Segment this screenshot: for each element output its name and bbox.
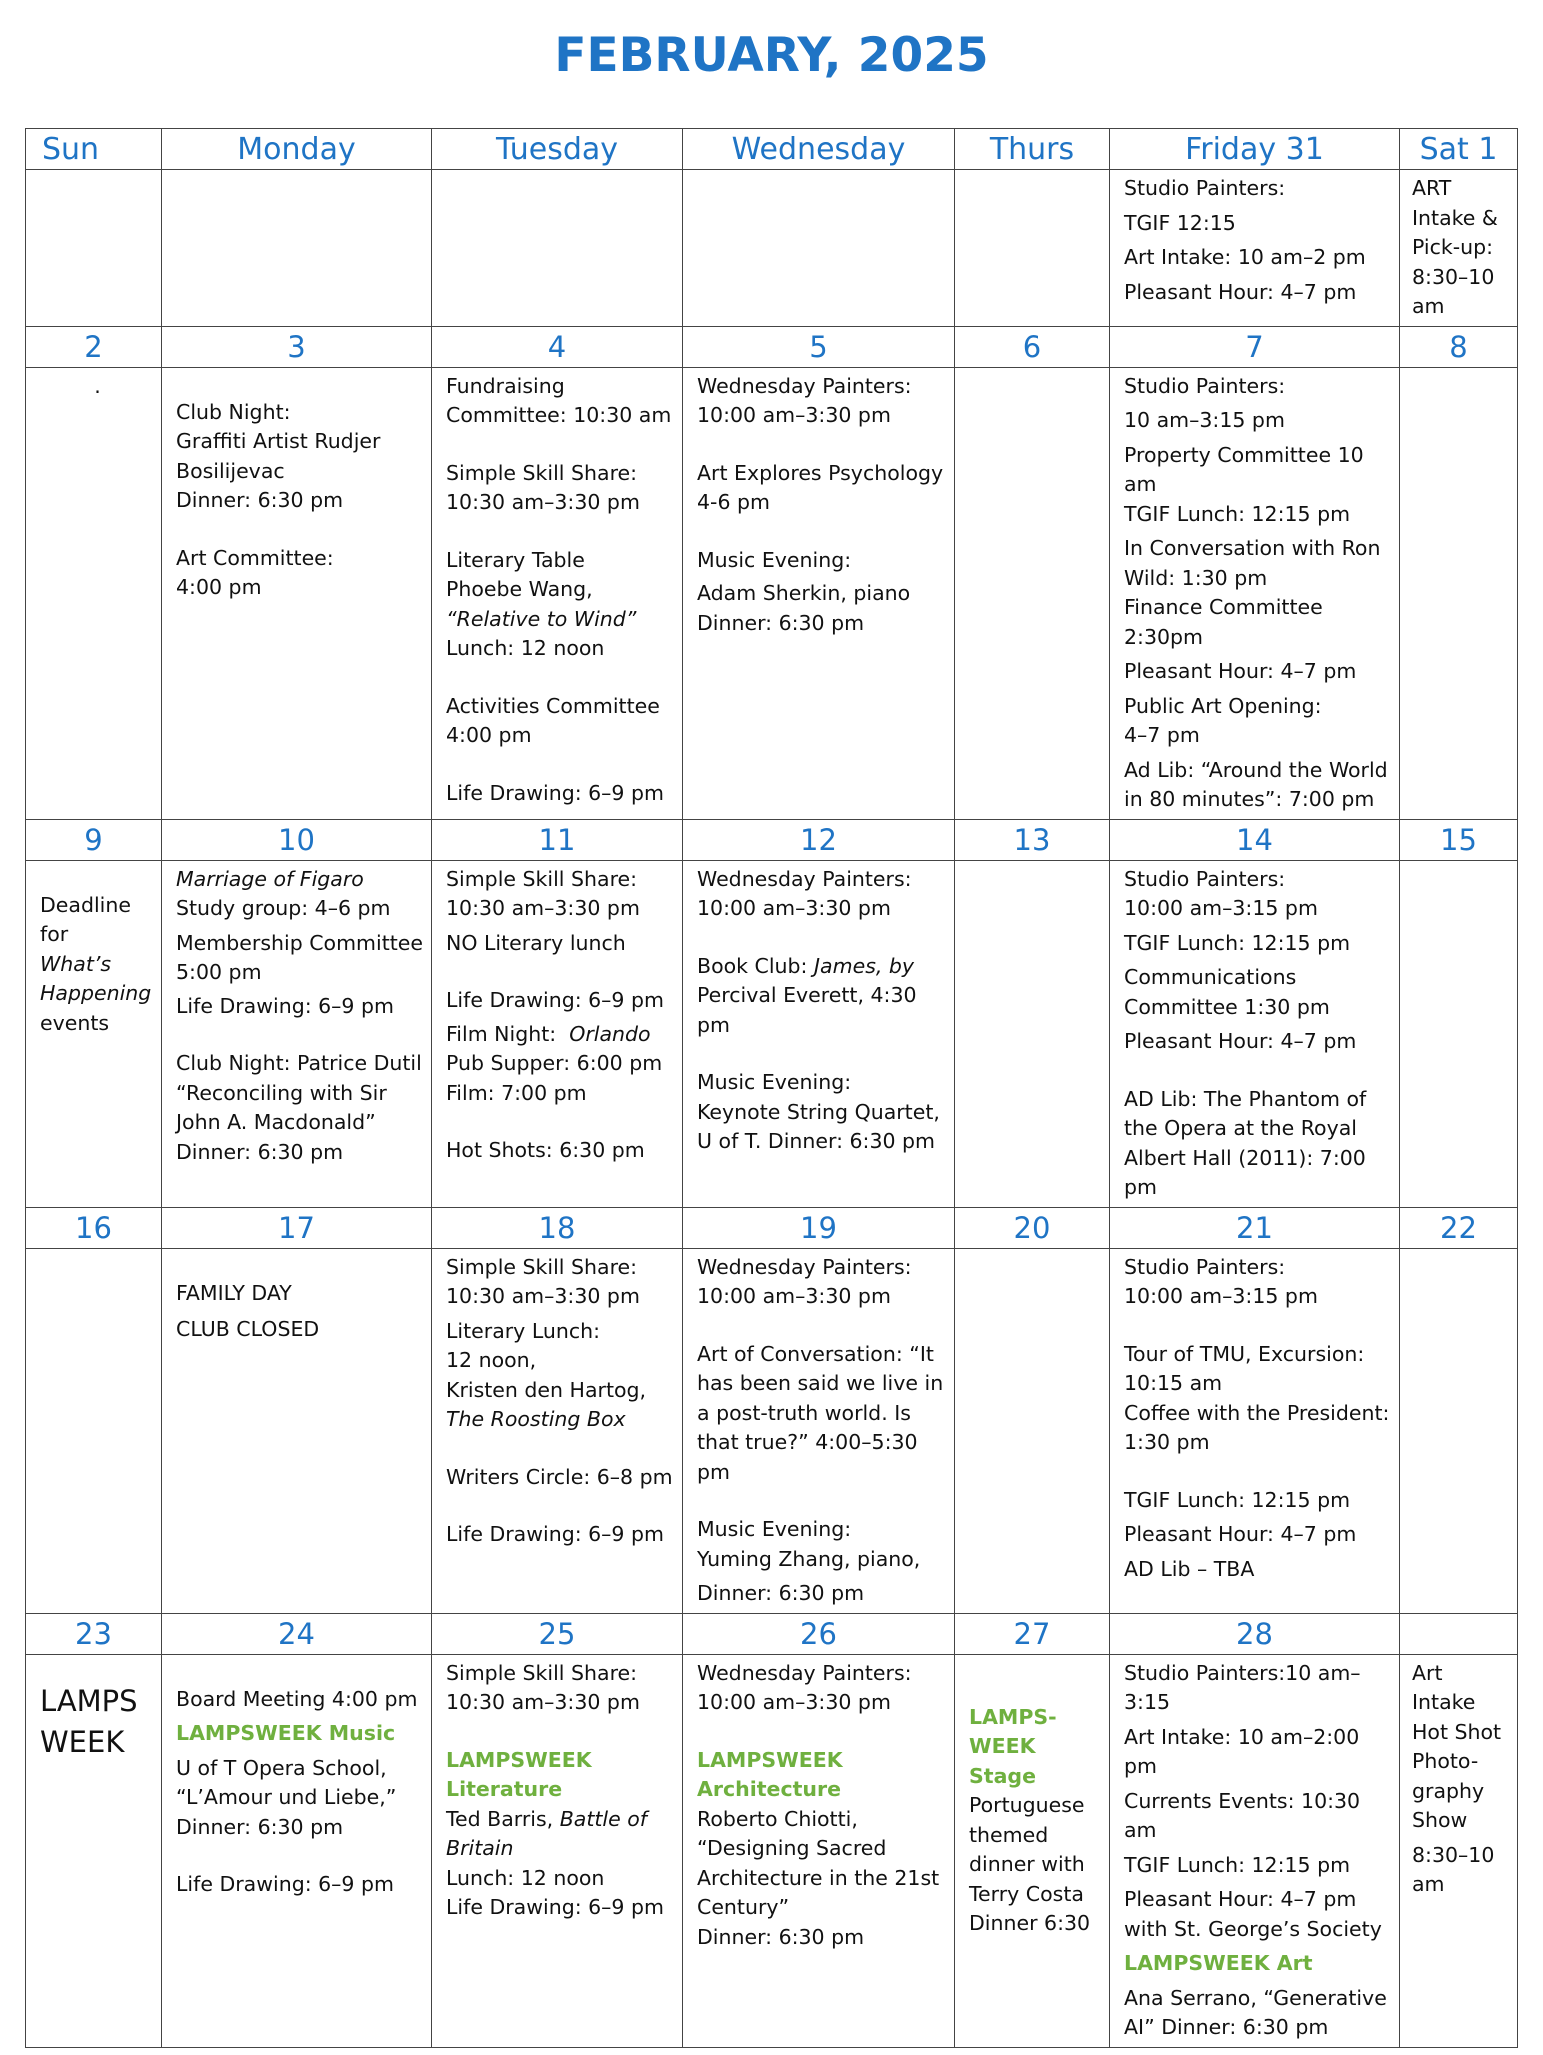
event: Wednesday Painters: 10:00 am–3:30 pm (697, 1254, 912, 1308)
event: Dinner: 6:30 pm (697, 1581, 865, 1605)
day-cell-26 (683, 1654, 955, 2047)
day-cell-25 (432, 1654, 683, 2047)
day-cell (26, 170, 162, 327)
date-number: 12 (683, 819, 955, 860)
event (446, 1805, 676, 1864)
event: Lunch: 12 noon Life Drawing: 6–9 pm (446, 1865, 664, 1919)
event: Wednesday Painters: 10:00 am–3:30 pm (697, 1660, 912, 1714)
event: Public Art Opening: 4–7 pm (1124, 693, 1322, 747)
day-cell-5 (683, 367, 955, 819)
date-number: 16 (26, 1207, 162, 1248)
event-label: Ted Barris, (446, 1806, 554, 1831)
event: Pleasant Hour: 4–7 pm (1124, 659, 1357, 683)
date-number: 11 (432, 819, 683, 860)
event: Club Night: Patrice Dutil “Reconciling with Sir John A. Macdonald” Dinner: 6:30 pm (176, 1051, 422, 1164)
event: Pleasant Hour: 4–7 pm with St. George’s Society (1124, 1887, 1382, 1941)
event: TGIF Lunch: 12:15 pm (1124, 930, 1351, 955)
date-number: 19 (683, 1207, 955, 1248)
day-cell-22 (1400, 1248, 1518, 1613)
date-number: 25 (432, 1613, 683, 1654)
event: FAMILY DAY (176, 1280, 292, 1305)
lampsweek-label: LAMPSWEEK Architecture (697, 1747, 843, 1801)
date-number: 14 (1110, 819, 1400, 860)
header-thu: Thurs (955, 129, 1110, 170)
date-number: 23 (26, 1613, 162, 1654)
event: Communications Committee 1:30 pm (1124, 965, 1330, 1019)
event: TGIF Lunch: 12:15 pm (1124, 1852, 1351, 1877)
event: U of T Opera School, “L’Amour und Liebe,” Dinner: 6:30 pm (176, 1755, 397, 1839)
day-cell-14 (1110, 860, 1400, 1207)
event: Pleasant Hour: 4–7 pm (1124, 1029, 1357, 1053)
event: Simple Skill Share: 10:30 am–3:30 pm (446, 1660, 640, 1714)
event: Art Intake Hot Shot Photo- graphy Show (1412, 1660, 1502, 1832)
day-cell-fri-31 (1110, 170, 1400, 327)
event: Pleasant Hour: 4–7 pm (1124, 1522, 1357, 1546)
event: Tour of TMU, Excursion: 10:15 am Coffee with the President: 1:30 pm (1124, 1341, 1390, 1454)
event: Currents Events: 10:30 am (1124, 1788, 1361, 1842)
date-number: 22 (1400, 1207, 1518, 1248)
event-title: Orlando (569, 1021, 651, 1046)
week-1-row (26, 170, 1518, 327)
event-title: The Roosting Box (446, 1407, 626, 1431)
event: Wednesday Painters: 10:00 am–3:30 pm (697, 373, 912, 427)
event: Life Drawing: 6–9 pm (176, 993, 394, 1018)
date-number: 18 (432, 1207, 683, 1248)
day-cell-17 (162, 1248, 432, 1613)
event: Pleasant Hour: 4–7 pm (1124, 279, 1357, 304)
day-cell (955, 170, 1110, 327)
week-4-row (26, 1248, 1518, 1613)
event: Study group: 4–6 pm (176, 896, 391, 920)
date-number: 13 (955, 819, 1110, 860)
event: Percival Everett, 4:30 pm (697, 983, 917, 1037)
event-title: “Relative to Wind” (446, 606, 637, 631)
event: Ana Serrano, “Generative AI” Dinner: 6:30 pm (1124, 1985, 1387, 2039)
day-cell-19 (683, 1248, 955, 1613)
week-2-row (26, 367, 1518, 819)
day-cell-15 (1400, 860, 1518, 1207)
event: Roberto Chiotti, “Designing Sacred Architecture in the 21st Century” Dinner: 6:30 pm (697, 1806, 940, 1949)
event: Membership Committee 5:00 pm (176, 930, 424, 984)
date-row (26, 326, 1518, 367)
event: Portuguese themed dinner with Terry Costa Dinner 6:30 (969, 1793, 1091, 1935)
date-number: 6 (955, 326, 1110, 367)
day-cell-4 (432, 367, 683, 819)
event: Art Explores Psychology 4-6 pm (697, 460, 944, 514)
date-number: 10 (162, 819, 432, 860)
event: LAMPS WEEK (40, 1683, 138, 1759)
day-cell-sat-blank (1400, 1654, 1518, 2047)
event: Life Drawing: 6–9 pm (446, 988, 664, 1012)
page-title: FEBRUARY, 2025 (554, 28, 989, 83)
day-cell-10 (162, 860, 432, 1207)
event: 10 am–3:15 pm (1124, 408, 1285, 432)
event (697, 952, 948, 982)
event: ART Intake & Pick-up: 8:30–10 am (1412, 176, 1498, 318)
event: Life Drawing: 6–9 pm (176, 1872, 394, 1896)
header-wed: Wednesday (683, 129, 955, 170)
date-number: 8 (1400, 326, 1518, 367)
event: Studio Painters: (1124, 373, 1286, 398)
event: Adam Sherkin, piano Dinner: 6:30 pm (697, 581, 911, 635)
date-number: 28 (1110, 1613, 1400, 1654)
event: Studio Painters: 10:00 am–3:15 pm (1124, 866, 1318, 920)
event: Simple Skill Share: 10:30 am–3:30 pm (446, 1254, 640, 1308)
event-title: What’s Happening (40, 951, 152, 1005)
event: Music Evening: (697, 547, 852, 572)
event: Art Committee: 4:00 pm (176, 545, 334, 599)
weekday-header-row (26, 129, 1518, 170)
day-cell-8 (1400, 367, 1518, 819)
header-sat: Sat 1 (1400, 129, 1518, 170)
event: Art of Conversation: “It has been said we live in a post-truth world. Is that true?” 4:00–5:30 pm (697, 1341, 944, 1484)
date-number: 21 (1110, 1207, 1400, 1248)
week-5-row (26, 1654, 1518, 2047)
event: AD Lib – TBA (1124, 1556, 1255, 1581)
day-cell-11 (432, 860, 683, 1207)
day-cell-12 (683, 860, 955, 1207)
day-cell-13 (955, 860, 1110, 1207)
header-tue: Tuesday (432, 129, 683, 170)
event-title: Battle of Britain (446, 1806, 648, 1860)
day-cell (162, 170, 432, 327)
day-cell-20 (955, 1248, 1110, 1613)
event: Wednesday Painters: 10:00 am–3:30 pm (697, 866, 912, 920)
date-number: 9 (26, 819, 162, 860)
event: Literary Lunch: 12 noon, Kristen den Hartog, (446, 1318, 647, 1402)
event: Simple Skill Share: 10:30 am–3:30 pm (446, 866, 640, 920)
day-cell-3 (162, 367, 432, 819)
day-cell-18 (432, 1248, 683, 1613)
header-mon: Monday (162, 129, 432, 170)
day-cell-7 (1110, 367, 1400, 819)
date-number: 4 (432, 326, 683, 367)
date-number: 7 (1110, 326, 1400, 367)
date-row (26, 819, 1518, 860)
week-3-row (26, 860, 1518, 1207)
day-cell-16 (26, 1248, 162, 1613)
event-label: Film Night: (446, 1021, 557, 1046)
day-cell-24 (162, 1654, 432, 2047)
date-number: 15 (1400, 819, 1518, 860)
date-number: 2 (26, 326, 162, 367)
event: Hot Shots: 6:30 pm (446, 1138, 645, 1162)
day-cell (683, 170, 955, 327)
event: Studio Painters: 10:00 am–3:15 pm (1124, 1254, 1318, 1308)
date-number: 3 (162, 326, 432, 367)
event: Deadline for (40, 892, 131, 946)
date-number: 20 (955, 1207, 1110, 1248)
event: Music Evening: Yuming Zhang, piano, (697, 1517, 921, 1571)
event: CLUB CLOSED (176, 1317, 320, 1341)
event: Pub Supper: 6:00 pm Film: 7:00 pm (446, 1051, 663, 1105)
date-number: 24 (162, 1613, 432, 1654)
event-label: Book Club: (697, 953, 808, 978)
lampsweek-label: LAMPSWEEK Art (1124, 1951, 1313, 1975)
event: Art Intake: 10 am–2:00 pm (1124, 1724, 1360, 1778)
event: Fundraising Committee: 10:30 am (446, 373, 672, 427)
event: Life Drawing: 6–9 pm (446, 780, 664, 805)
event: Activities Committee 4:00 pm (446, 693, 660, 747)
event (446, 1020, 676, 1050)
date-row (26, 1207, 1518, 1248)
date-row (26, 1613, 1518, 1654)
event: 8:30–10 am (1412, 1842, 1495, 1896)
day-cell-9 (26, 860, 162, 1207)
event: TGIF Lunch: 12:15 pm (1124, 1487, 1351, 1512)
day-cell-23 (26, 1654, 162, 2047)
date-number: 27 (955, 1613, 1110, 1654)
event: Writers Circle: 6–8 pm (446, 1464, 673, 1489)
event: TGIF 12:15 (1124, 210, 1236, 235)
day-cell-6 (955, 367, 1110, 819)
event-title: Marriage of Figaro (176, 866, 364, 891)
event: Lunch: 12 noon (446, 636, 605, 660)
event: AD Lib: The Phantom of the Opera at the Royal Albert Hall (2011): 7:00 pm (1124, 1086, 1367, 1199)
event: . (94, 373, 101, 398)
event: Literary Table Phoebe Wang, (446, 547, 593, 601)
lampsweek-label: LAMPS- WEEK Stage (969, 1704, 1057, 1788)
event: Club Night: Graffiti Artist Rudjer Bosilijevac Dinner: 6:30 pm (176, 399, 381, 512)
lampsweek-label: LAMPSWEEK Music (176, 1721, 396, 1745)
day-cell-sat-1 (1400, 170, 1518, 327)
day-cell (432, 170, 683, 327)
header-sun: Sun (26, 129, 162, 170)
calendar-grid (25, 128, 1518, 2048)
event: Music Evening: Keynote String Quartet, U of T. Dinner: 6:30 pm (697, 1070, 940, 1153)
date-number (1400, 1613, 1518, 1654)
day-cell-2 (26, 367, 162, 819)
day-cell-21 (1110, 1248, 1400, 1613)
event: Art Intake: 10 am–2 pm (1124, 245, 1366, 269)
day-cell-27 (955, 1654, 1110, 2047)
lampsweek-label: LAMPSWEEK Literature (446, 1747, 592, 1801)
event: events (40, 1010, 110, 1035)
date-number: 5 (683, 326, 955, 367)
event: Life Drawing: 6–9 pm (446, 1522, 664, 1546)
event: Board Meeting 4:00 pm (176, 1686, 418, 1711)
day-cell-28 (1110, 1654, 1400, 2047)
header-fri: Friday 31 (1110, 129, 1400, 170)
date-number: 26 (683, 1613, 955, 1654)
event: Simple Skill Share: 10:30 am–3:30 pm (446, 460, 640, 514)
event: Ad Lib: “Around the World in 80 minutes”: 7:00 pm (1124, 757, 1388, 811)
event: Property Committee 10 am TGIF Lunch: 12:15 pm (1124, 442, 1364, 526)
event: Studio Painters: (1124, 176, 1286, 200)
event: In Conversation with Ron Wild: 1:30 pm Finance Committee 2:30pm (1124, 536, 1381, 649)
date-number: 17 (162, 1207, 432, 1248)
event: NO Literary lunch (446, 930, 626, 955)
event: Studio Painters:10 am–3:15 (1124, 1660, 1361, 1714)
event-title: James, by (814, 953, 915, 978)
